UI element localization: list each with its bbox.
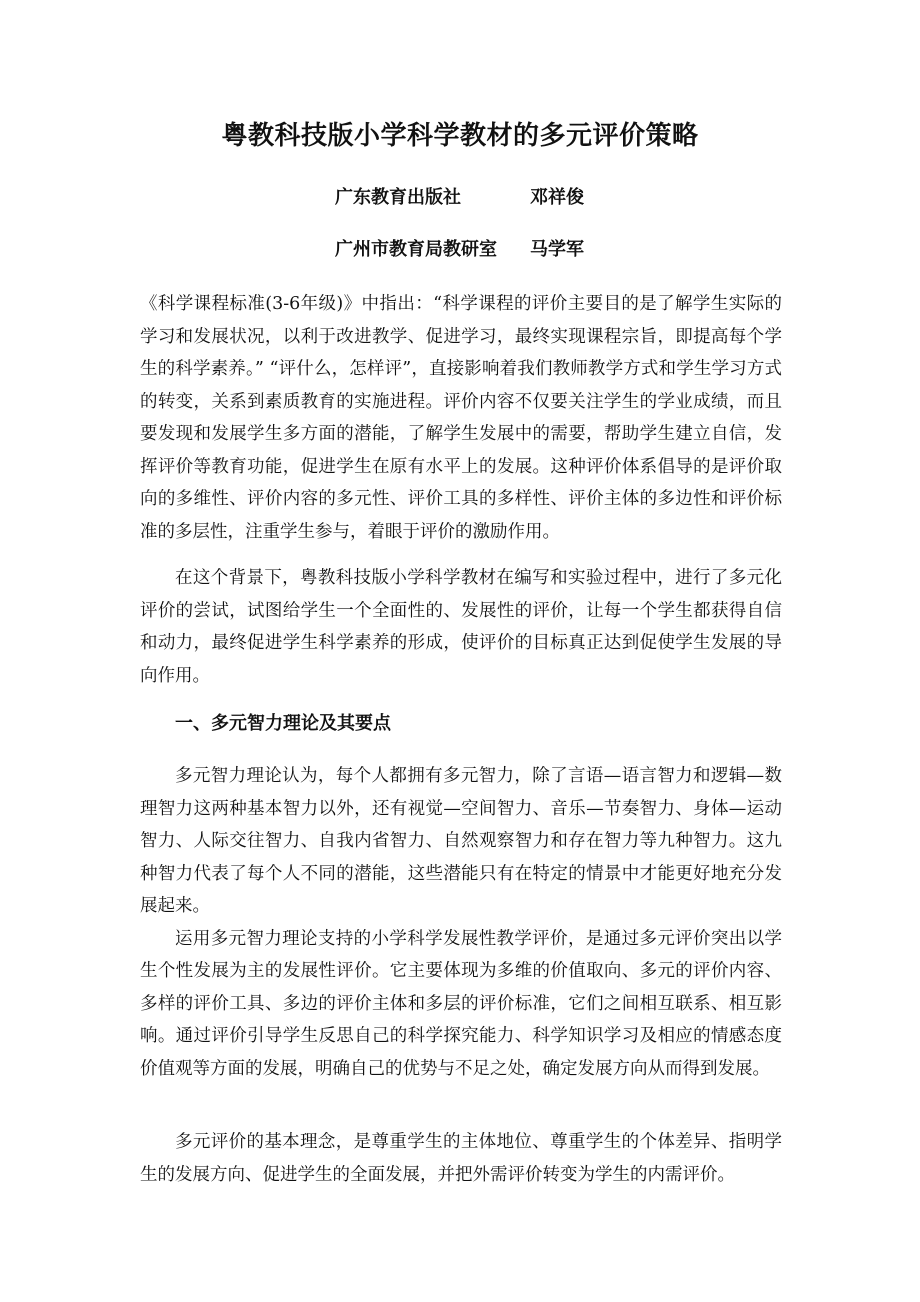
paragraph-4: 运用多元智力理论支持的小学科学发展性教学评价，是通过多元评价突出以学生个性发展为主的发展性评价。它主要体现为多维的价值取向、多元的评价内容、多样的评价工具、多边的评价主体和多层的评价标准，它们之间相互联系、相互影响。通过评价引导学生反思自己的科学探究能力、科学知识学习及相应的情感态度价值观等方面的发展，明确自己的优势与不足之处，确定发展方向从而得到发展。: [140, 928, 782, 1079]
section-1-body: [140, 760, 782, 1085]
author-1-name: 邓祥俊: [530, 187, 584, 208]
author-1-org: 广东教育出版社: [335, 187, 461, 208]
paragraph-2: 在这个背景下，粤教科技版小学科学教材在编写和实验过程中，进行了多元化评价的尝试，试图给学生一个全面性的、发展性的评价，让每一个学生都获得自信和动力，最终促进学生科学素养的形成，使评价的目标真正达到促使学生发展的导向作用。: [140, 568, 782, 686]
document-title: 粤教科技版小学科学教材的多元评价策略: [221, 121, 699, 151]
author-line-1: [335, 184, 584, 212]
author-line-2: [335, 236, 584, 264]
author-2-org: 广州市教育局教研室: [335, 239, 497, 260]
paragraph-5: 多元评价的基本理念，是尊重学生的主体地位、尊重学生的个体差异、指明学生的发展方向、促进学生的全面发展，并把外需评价转变为学生的内需评价。: [140, 1132, 782, 1185]
background-paragraph-block: [140, 562, 782, 692]
paragraph-3: 多元智力理论认为，每个人都拥有多元智力，除了言语—语言智力和逻辑—数理智力这两种基本智力以外，还有视觉—空间智力、音乐—节奏智力、身体—运动智力、人际交往智力、自我内省智力、自然观察智力和存在智力等九种智力。这九种智力代表了每个人不同的潜能，这些潜能只有在特定的情景中才能更好地充分发展起来。: [140, 766, 782, 916]
closing-paragraph-block: [140, 1126, 782, 1191]
section-1-heading: 一、多元智力理论及其要点: [175, 713, 391, 734]
paragraph-1: 《科学课程标准(3-6年级)》中指出：“科学课程的评价主要目的是了解学生实际的学习和发展状况，以利于改进教学、促进学习，最终实现课程宗旨，即提高每个学生的科学素养。” “评什么，怎样评”，直接影响着我们教师教学方式和学生学习方式的转变，关系到素质教育的实施进程。评价内容不仅要关注学生的学业成绩，而且要发现和发展学生多方面的潜能，了解学生发展中的需要，帮助学生建立自信，发挥评价等教育功能，促进学生在原有水平上的发展。这种评价体系倡导的是评价取向的多维性、评价内容的多元性、评价工具的多样性、评价主体的多边性和评价标准的多层性，注重学生参与，着眼于评价的激励作用。: [140, 294, 782, 542]
intro-paragraph-block: [140, 288, 782, 548]
author-2-name: 马学军: [530, 239, 584, 260]
